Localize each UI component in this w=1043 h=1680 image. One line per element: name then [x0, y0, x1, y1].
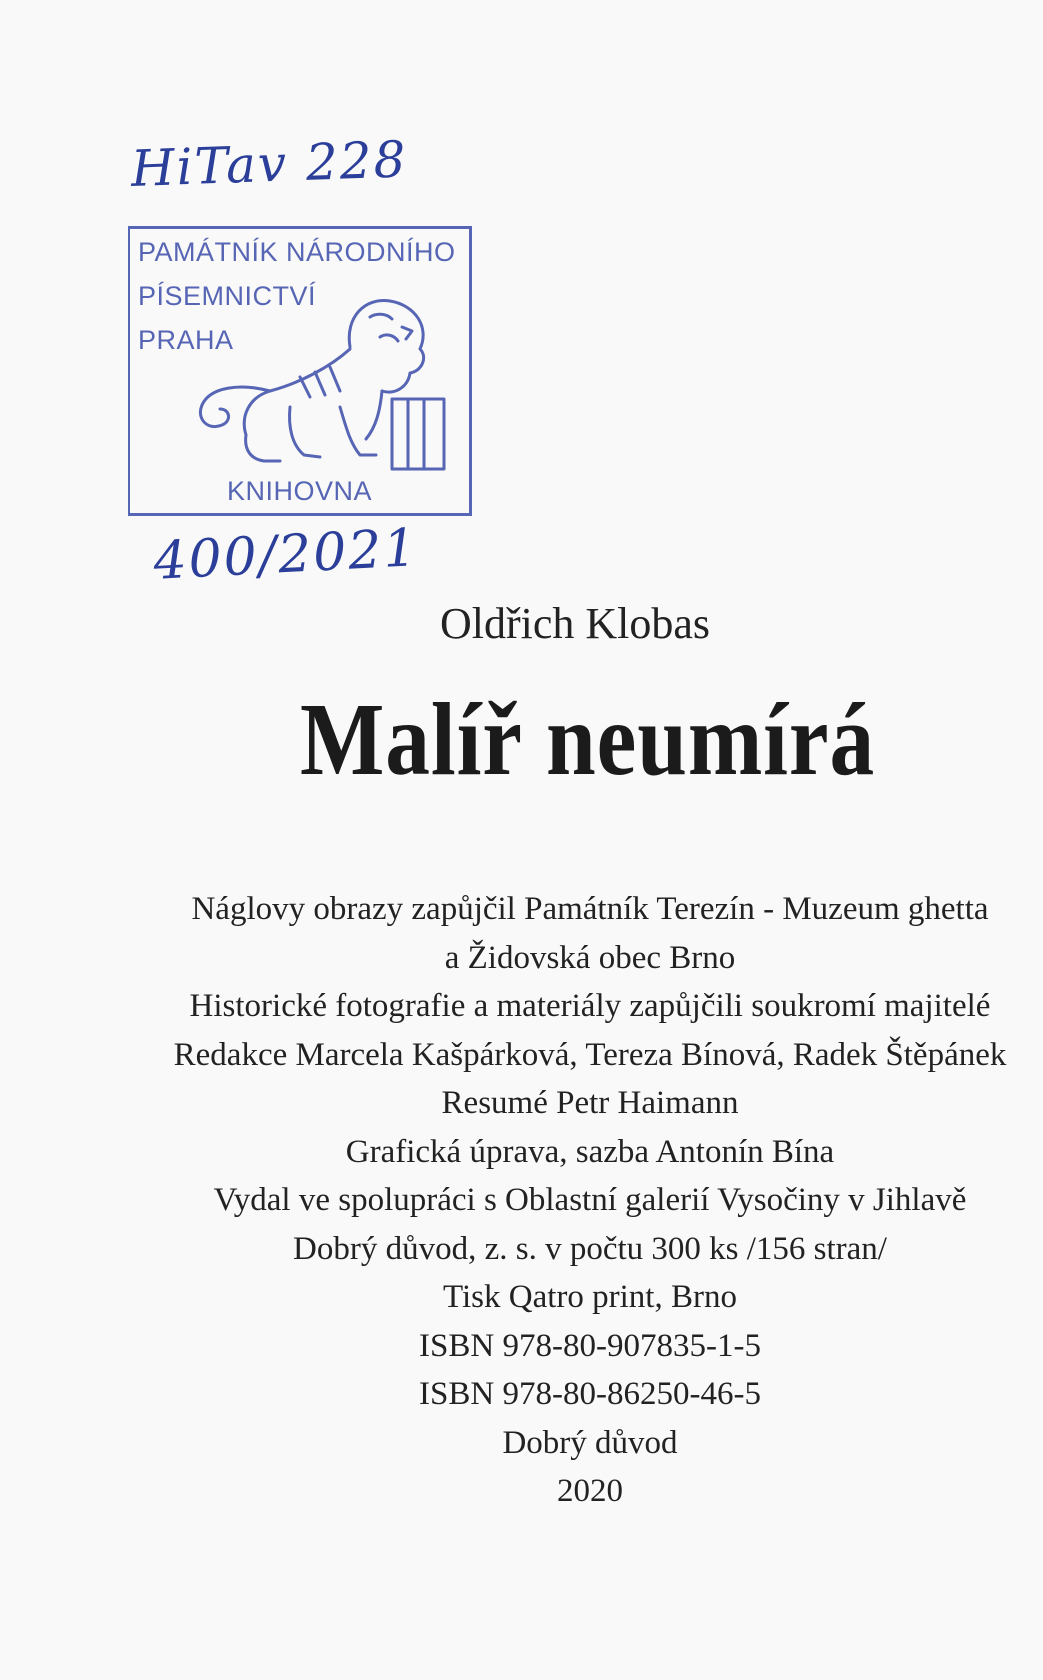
stamp-line-3: PRAHA [138, 325, 234, 355]
colophon-line: Dobrý důvod [502, 1424, 678, 1461]
colophon-line: a Židovská obec Brno [444, 939, 736, 976]
lion-icon [180, 287, 460, 477]
colophon-line: Historické fotografie a materiály zapůjčili soukromí majitelé [189, 988, 991, 1024]
colophon-line: Resumé Petr Haimann [441, 1085, 739, 1121]
handwritten-inventory-number: 400/2021 [152, 518, 420, 592]
colophon-line: Vydal ve spolupráci s Oblastní galerií Vysočiny v Jihlavě [213, 1182, 967, 1218]
library-stamp [128, 226, 472, 516]
colophon [140, 885, 1040, 1516]
colophon-line: Náglovy obrazy zapůjčil Památník Terezín - Muzeum ghetta [191, 891, 989, 927]
colophon-line: ISBN 978-80-86250-46-5 [419, 1376, 761, 1412]
colophon-line: ISBN 978-80-907835-1-5 [419, 1327, 761, 1364]
stamp-line-2: PÍSEMNICTVÍ [138, 281, 317, 311]
book-author: Oldřich Klobas [440, 599, 711, 648]
colophon-line: Tisk Qatro print, Brno [443, 1279, 737, 1315]
stamp-footer: KNIHOVNA [226, 476, 373, 506]
handwritten-shelf-mark: HiTav 228 [130, 130, 409, 198]
colophon-line: Grafická úprava, sazba Antonín Bína [345, 1133, 835, 1170]
colophon-line: 2020 [557, 1473, 623, 1509]
stamp-line-1: PAMÁTNÍK NÁRODNÍHO [138, 237, 456, 267]
colophon-line: Dobrý důvod, z. s. v počtu 300 ks /156 stran/ [293, 1230, 887, 1267]
book-title: Malíř neumírá [300, 682, 876, 797]
colophon-line: Redakce Marcela Kašpárková, Tereza Bínová, Radek Štěpánek [173, 1036, 1007, 1073]
